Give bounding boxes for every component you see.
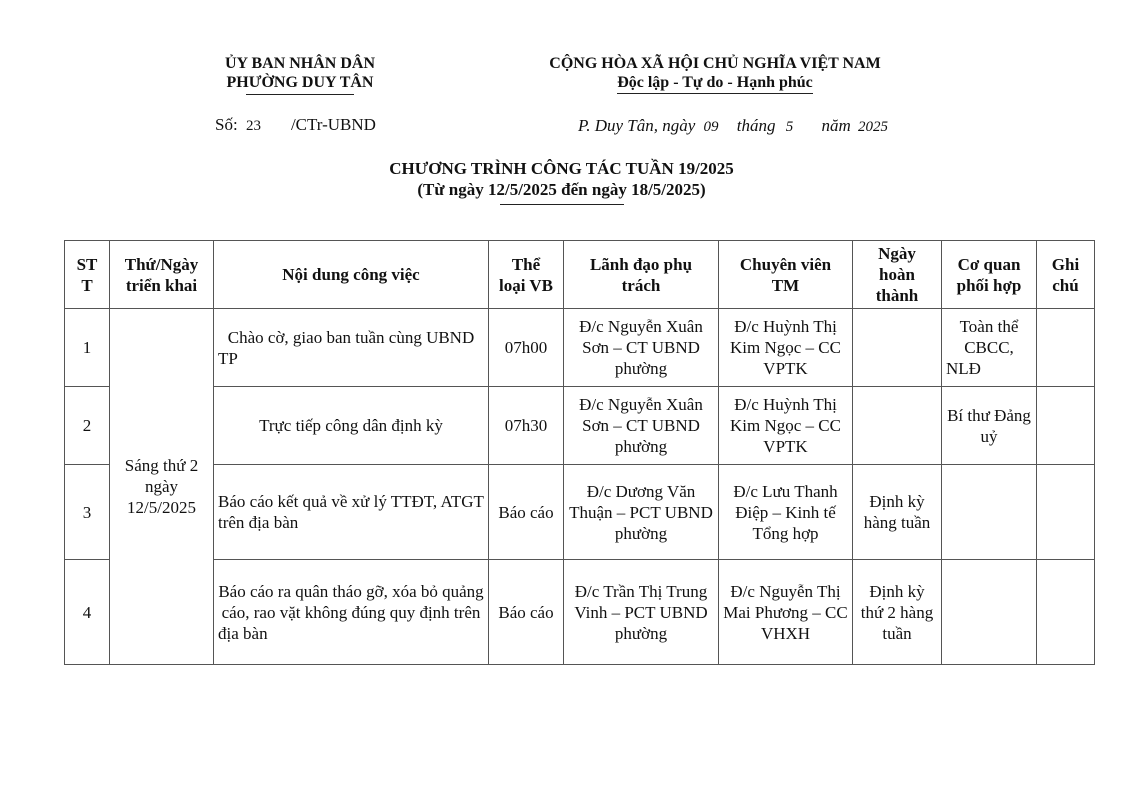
row-agency: Toàn thể CBCC, NLĐ (942, 309, 1037, 387)
schedule-table (64, 240, 1095, 665)
col-completion-date: Ngày hoàn thành (853, 241, 942, 309)
row-type: Báo cáo (489, 465, 564, 560)
issuing-authority (160, 54, 440, 95)
row-completion: Định kỳ thứ 2 hàng tuần (853, 560, 942, 665)
row-completion (853, 309, 942, 387)
row-completion (853, 387, 942, 465)
table-row (65, 465, 1095, 560)
number-label: Số: (215, 115, 238, 134)
date-month: 5 (785, 119, 794, 135)
table-header-row (65, 241, 1095, 309)
document-title (0, 158, 1123, 205)
table-row (65, 560, 1095, 665)
row-agency (942, 560, 1037, 665)
col-agency: Cơ quan phối hợp (942, 241, 1037, 309)
year-label: năm (821, 116, 851, 135)
row-content: Báo cáo ra quân tháo gỡ, xóa bỏ quảng cáo, rao vặt không đúng quy định trên địa bàn (214, 560, 489, 665)
nation-name: CỘNG HÒA XÃ HỘI CHỦ NGHĨA VIỆT NAM (549, 55, 881, 72)
row-leader: Đ/c Trần Thị Trung Vinh – PCT UBND phường (564, 560, 719, 665)
row-stt: 4 (65, 560, 110, 665)
month-label: tháng (736, 116, 776, 135)
row-content: Trực tiếp công dân định kỳ (214, 387, 489, 465)
row-type: 07h00 (489, 309, 564, 387)
row-note (1037, 560, 1095, 665)
document-number (215, 115, 376, 135)
title-line-1: CHƯƠNG TRÌNH CÔNG TÁC TUẦN 19/2025 (389, 159, 734, 178)
number-value: 23 (245, 118, 261, 134)
row-type: Báo cáo (489, 560, 564, 665)
table-row (65, 309, 1095, 387)
authority-line-1: ỦY BAN NHÂN DÂN (224, 55, 376, 72)
authority-line-2: PHƯỜNG DUY TÂN (226, 74, 374, 91)
col-type: Thể loại VB (489, 241, 564, 309)
col-content: Nội dung công việc (214, 241, 489, 309)
row-leader: Đ/c Nguyễn Xuân Sơn – CT UBND phường (564, 309, 719, 387)
row-leader: Đ/c Dương Văn Thuận – PCT UBND phường (564, 465, 719, 560)
day-group-cell: Sáng thứ 2 ngày 12/5/2025 (110, 309, 214, 665)
row-agency: Bí thư Đảng uỷ (942, 387, 1037, 465)
authority-underline (246, 94, 354, 95)
place-prefix: P. Duy Tân, ngày (578, 116, 696, 135)
row-completion: Định kỳ hàng tuần (853, 465, 942, 560)
row-stt: 3 (65, 465, 110, 560)
col-leader: Lãnh đạo phụ trách (564, 241, 719, 309)
row-content: Chào cờ, giao ban tuần cùng UBND TP (214, 309, 489, 387)
row-specialist: Đ/c Huỳnh Thị Kim Ngọc – CC VPTK (719, 309, 853, 387)
col-stt: ST T (65, 241, 110, 309)
national-motto: Độc lập - Tự do - Hạnh phúc (617, 73, 813, 94)
col-specialist: Chuyên viên TM (719, 241, 853, 309)
col-note: Ghi chú (1037, 241, 1095, 309)
row-note (1037, 309, 1095, 387)
number-suffix: /CTr-UBND (290, 115, 376, 134)
table-row (65, 387, 1095, 465)
place-and-date (578, 116, 888, 136)
row-type: 07h30 (489, 387, 564, 465)
row-stt: 1 (65, 309, 110, 387)
row-specialist: Đ/c Nguyễn Thị Mai Phương – CC VHXH (719, 560, 853, 665)
row-specialist: Đ/c Lưu Thanh Điệp – Kinh tế Tổng hợp (719, 465, 853, 560)
row-content: Báo cáo kết quả về xử lý TTĐT, ATGT trên địa bàn (214, 465, 489, 560)
row-leader: Đ/c Nguyễn Xuân Sơn – CT UBND phường (564, 387, 719, 465)
row-specialist: Đ/c Huỳnh Thị Kim Ngọc – CC VPTK (719, 387, 853, 465)
row-agency (942, 465, 1037, 560)
title-line-2: (Từ ngày 12/5/2025 đến ngày 18/5/2025) (417, 180, 706, 199)
row-note (1037, 465, 1095, 560)
col-day: Thứ/Ngày triển khai (110, 241, 214, 309)
row-note (1037, 387, 1095, 465)
date-day: 09 (703, 119, 719, 135)
row-stt: 2 (65, 387, 110, 465)
date-year: 2025 (858, 119, 889, 135)
national-header (500, 54, 930, 94)
title-underline (500, 204, 624, 205)
